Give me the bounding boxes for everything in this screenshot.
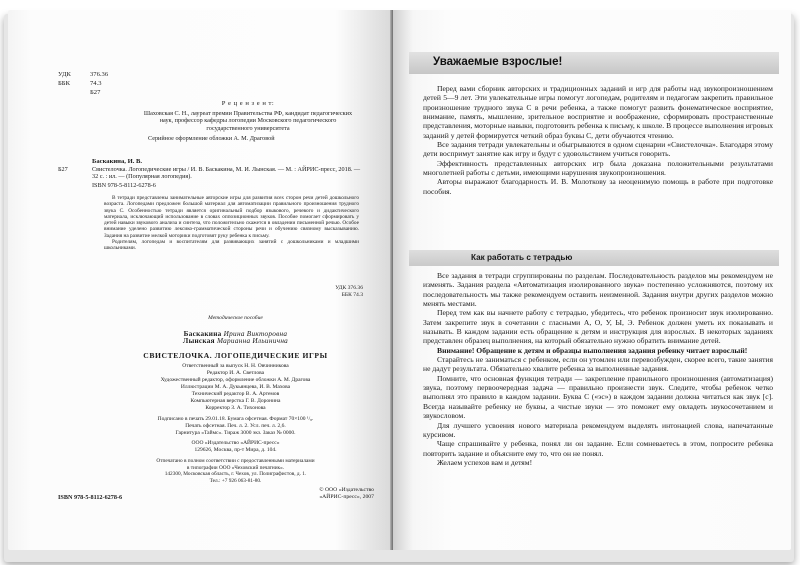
subheading: Как работать с тетрадью	[471, 253, 573, 262]
series-design: Серийное оформление обложки А. М. Драговой	[148, 135, 275, 142]
catalog-author: Баскакина, И. В.	[92, 158, 143, 165]
reviewer-text: Шаховская С. Н., лауреат премии Правительства РФ, кандидат педагогических наук, профессор кафедры логопедии Московского педагогического государственного университета	[143, 109, 353, 132]
annotation-paragraph: В тетради представлены занимательные авторские игры для развития всех сторон речи детей дошкольного возраста. Логопедами предложен большой материал для автоматизации правильного произношения трудного звука С. Особенностью тетради является оригинальный подбор языкового, речевого и дидактического материала, исключающий использование в словах оппозиционных звуков. Пособие помогает сформировать у детей навыки звукового анализа и синтеза, что положительно скажется в овладении письменной речью. Особое внимание уделено развитию лексико-грамматической стороны речи и обучению связному высказыванию. Задания на развитие мелкой моторики подготовят руку ребенка к письму.	[104, 195, 359, 239]
imprint	[108, 315, 363, 484]
work-paragraph: Помните, что основная функция тетради — закрепление правильного произношения (автоматизация) звука, поэтому первоочередная задача — правильно произнести звук. Следите, чтобы ребенок четко выполнял это правило в каждом задании. Буква С («эс») в каждом задании должна читаться как звук [с]. Всегда называйте ребенку не буквы, а чистые звуки — это поможет ему овладеть звукосочетанием и звукословом.	[423, 373, 773, 421]
work-paragraph: Перед тем как вы начнете работу с тетрадью, убедитесь, что ребенок произносит звук изолированно. Затем закрепите звук в сочетании с гласными А, О, У, Ы, Э. Ребенок должен уметь их показывать и называть. В каждом задании есть обращение к детям и инструкция для взрослых. В некоторых заданиях представлен образец выполнения, на который обязательно нужно обратить внимание детей.	[423, 308, 773, 346]
intro-paragraph: Авторы выражают благодарность И. В. Молоткову за неоценимую помощь в работе при подготовке пособия.	[423, 177, 773, 196]
page-heading: Уважаемые взрослые!	[433, 56, 563, 68]
copyright: © ООО «Издательство «АЙРИС-пресс», 2007	[319, 487, 374, 501]
right-page	[393, 10, 791, 550]
intro-paragraph: Эффективность представленных авторских игр была доказана положительными результатами многолетней работы с детьми, имеющими нарушения звукопроизношения.	[423, 158, 773, 178]
author-mark-row: Б27	[90, 89, 101, 96]
annotation-paragraph: Родителям, логопедам и воспитателям для развивающих занятий с дошкольниками и младшими школьниками.	[104, 239, 359, 252]
work-paragraph: Чаще спрашивайте у ребенка, понял ли он задание. Если сомневаетесь в этом, попросите ребенка повторить задание и объясните ему то, что он не понял.	[423, 439, 773, 458]
imprint-print-info: Подписано в печать 29.01.18. Бумага офсетная. Формат 70×100 ¹/₈. Печать офсетная. Печ. л. 2. Усл. печ. л. 2,6. Гарнитура «Таймс». Тираж 3000 экз. Заказ № 0000.	[157, 415, 314, 436]
attention-note: Внимание! Обращение к детям и образцы выполнения задания ребенку читает взрослый!	[437, 345, 748, 355]
intro-paragraph: Все задания тетради увлекательны и обыгрываются в одном сценарии «Свистелочка». Благодаря этому дети воспримут занятие как игру и будут с удовольствием учиться говорить.	[423, 140, 773, 159]
reviewer-block	[138, 100, 358, 132]
work-text	[423, 271, 773, 467]
catalog-isbn: ISBN 978-5-8112-6278-6	[92, 181, 156, 189]
annotation	[104, 195, 359, 252]
work-paragraph: Все задания в тетради сгруппированы по разделам. Последовательность разделов мы рекомендуем не изменять. Задания раздела «Автоматизация изолированного звука» постепенно усложняются, поэтому их последовательность мы также рекомендуем оставить неизменной. Задания внутри других разделов можно менять местами.	[423, 271, 773, 309]
subheading-banner	[409, 250, 779, 266]
udk-row: УДК 376.36	[58, 71, 109, 78]
reviewer-title: Р е ц е н з е н т:	[221, 100, 275, 107]
imprint-author-1: Баскакина Ирина Викторовна	[183, 329, 288, 338]
imprint-title: СВИСТЕЛОЧКА. ЛОГОПЕДИЧЕСКИЕ ИГРЫ	[143, 350, 328, 360]
right-classification-codes: УДК 376.36 ББК 74.3	[335, 285, 363, 298]
bbk-row: ББК 74.3	[58, 80, 102, 87]
closing-wish: Желаем успехов вам и детям!	[437, 457, 533, 467]
imprint-author-2: Лынская Марианна Ильинична	[182, 337, 289, 346]
catalog-entry	[58, 158, 363, 189]
left-page	[8, 10, 393, 550]
intro-paragraph: Перед вами сборник авторских и традиционных заданий и игр для работы над звукопроизношением детей 5—9 лет. Эти увлекательные игры помогут логопедам, родителям и педагогам закрепить правильное произношение трудного звука С в речи ребенка, а также помогут развить фонематическое восприятие, внимание, память, мышление, зрительное восприятие и воображение, сформировать пространственные представления, моторные навыки, подготовить ребенка к письму, к школе. В процессе выполнения игровых заданий у детей формируется четкий образ буквы С, дети обучаются чтению.	[423, 84, 773, 140]
imprint-publisher: ООО «Издательство «АЙРИС-пресс» 129626, Москва, пр-т Мира, д. 104.	[191, 440, 280, 454]
imprint-subtitle: Методическое пособие	[208, 315, 263, 321]
classification-codes	[58, 70, 108, 97]
catalog-code: Б27	[58, 165, 68, 173]
imprint-staff: Ответственный за выпуск Н. Н. Овчинникова Редактор И. А. Светлова Художественный редактор, оформление обложки А. М. Драгова Иллюстрации М. А. Дукьянцева, И. В. Махова Технический редактор В. А. Артемов Компьютерная верстка Г. В. Доронина Корректор З. А. Тихонова	[160, 363, 311, 411]
work-paragraph: Для лучшего усвоения нового материала рекомендуем выделять интонацией слова, напечатанные курсивом.	[423, 420, 773, 439]
imprint-printhouse: Отпечатано в полном соответствии с предоставленными материалами в типографии ООО «Чеховский печатник». 142300, Московская область, г. Чехов, ул. Полиграфистов, д. 1. Тел.: +7 926 063-81-80.	[156, 458, 315, 484]
work-paragraph: Старайтесь не заниматься с ребенком, если он утомлен или перевозбужден, скорее всего, такие занятия не дадут результата. Обязательно хвалите ребенка за выполненные задания.	[423, 355, 773, 374]
heading-banner	[409, 52, 779, 74]
bottom-isbn: ISBN 978-5-8112-6278-6	[58, 494, 123, 501]
intro-text	[423, 84, 773, 196]
catalog-description: Свистелочка. Логопедические игры / И. В. Баскакина, М. И. Лынская. — М. : АЙРИС-пресс, 2018. — 32 с. : ил. — (Популярная логопедия).	[92, 165, 361, 181]
